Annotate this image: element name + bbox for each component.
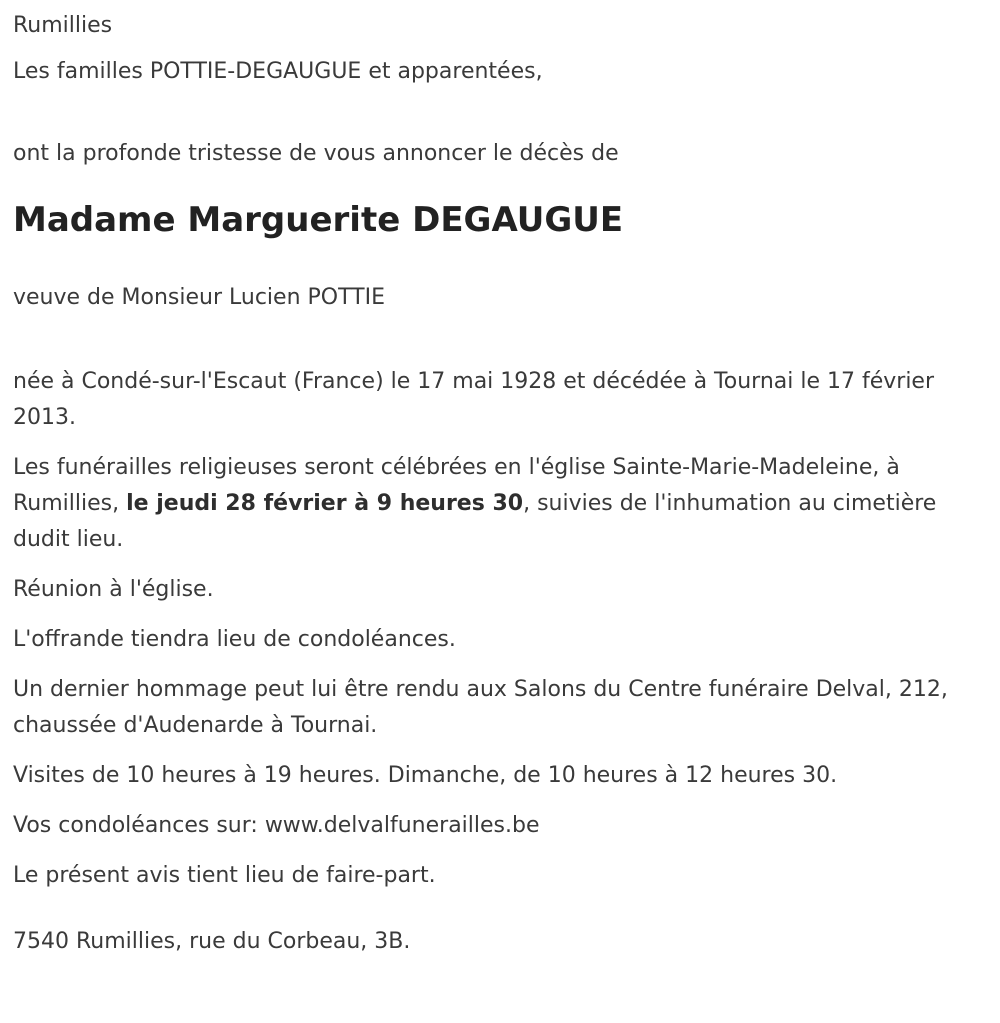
funeral-text-after: , suivies de l'inhumation au cimetière dudit lieu. <box>13 491 937 552</box>
condolences-line <box>13 808 986 844</box>
location-line: Rumillies <box>13 13 113 38</box>
funeral-text-before: Les funérailles religieuses seront célébrées en l'église Sainte-Marie-Madeleine, à Rumillies, <box>13 455 900 516</box>
widow-line: veuve de Monsieur Lucien POTTIE <box>13 285 385 310</box>
faire-part-line: Le présent avis tient lieu de faire-part. <box>13 863 436 888</box>
condolences-label: Vos condoléances sur: <box>13 813 265 838</box>
offering-line: L'offrande tiendra lieu de condoléances. <box>13 627 456 652</box>
tribute-line: Un dernier hommage peut lui être rendu aux Salons du Centre funéraire Delval, 212, chaussée d'Audenarde à Tournai. <box>13 677 948 738</box>
funeral-date: le jeudi 28 février à 9 heures 30 <box>126 491 524 516</box>
families-line: Les familles POTTIE-DEGAUGUE et apparentées, <box>13 59 543 84</box>
address-line: 7540 Rumillies, rue du Corbeau, 3B. <box>13 929 411 954</box>
birth-death-line: née à Condé-sur-l'Escaut (France) le 17 mai 1928 et décédée à Tournai le 17 février 2013. <box>13 369 935 430</box>
reunion-line: Réunion à l'église. <box>13 577 214 602</box>
funeral-line <box>13 450 986 558</box>
visits-line: Visites de 10 heures à 19 heures. Dimanche, de 10 heures à 12 heures 30. <box>13 763 838 788</box>
announcement-line: ont la profonde tristesse de vous annoncer le décès de <box>13 141 619 166</box>
condolences-url-link[interactable]: www.delvalfunerailles.be <box>264 813 540 838</box>
deceased-name: Madame Marguerite DEGAUGUE <box>13 200 624 240</box>
